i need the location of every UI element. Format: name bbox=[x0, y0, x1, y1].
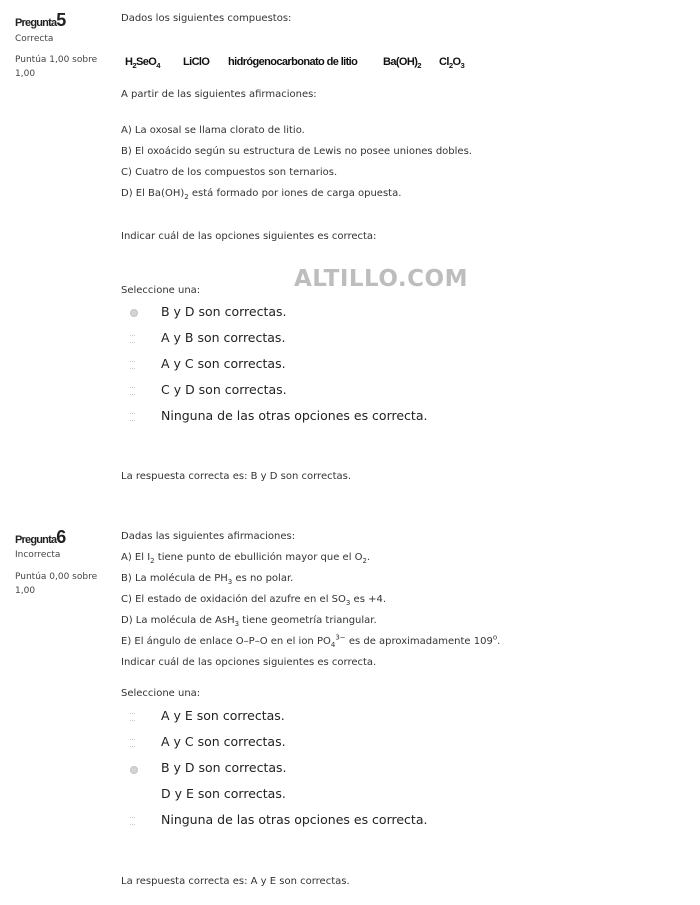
option-label: A y E son correctas. bbox=[161, 708, 285, 723]
statement-e: E) El ángulo de enlace O–P–O en el ion $PO_4^{3-}$ es de aproximadamente 109$^o$. bbox=[121, 633, 501, 649]
select-label: Seleccione una: bbox=[121, 285, 201, 296]
correct-answer-feedback: La respuesta correcta es: B y D son correctas. bbox=[121, 471, 352, 482]
select-label: Seleccione una: bbox=[121, 688, 201, 699]
question-number: 6 bbox=[56, 527, 67, 547]
question-status: Correcta bbox=[15, 34, 54, 44]
radio-button[interactable] bbox=[130, 335, 135, 343]
statement-d: D) El $Ba(OH)_2$ está formado por iones de carga opuesta. bbox=[121, 188, 402, 201]
statement-c: C) El estado de oxidación del azufre en el $SO_3$ es +4. bbox=[121, 594, 386, 607]
compound-h2seo4: $H_2SeO_4$ bbox=[125, 56, 160, 71]
radio-button[interactable] bbox=[130, 361, 135, 369]
correct-answer-feedback: La respuesta correcta es: A y E son correctas. bbox=[121, 876, 350, 887]
compound-lithium-bicarbonate: hidrógenocarbonato de litio bbox=[228, 56, 358, 68]
radio-button[interactable] bbox=[130, 713, 135, 721]
statement-d: D) La molécula de AsH$_3$ tiene geometría triangular. bbox=[121, 615, 377, 628]
option-label: A y C son correctas. bbox=[161, 734, 286, 749]
question-status: Incorrecta bbox=[15, 550, 61, 560]
question-header bbox=[15, 10, 66, 31]
question-score bbox=[15, 53, 97, 81]
question-header bbox=[15, 527, 66, 548]
score-total: 1,00 bbox=[15, 586, 36, 596]
statement-a: A) El $I_2$ tiene punto de ebullición mayor que el $O_2$. bbox=[121, 552, 371, 565]
score-line: Puntúa 0,00 sobre bbox=[15, 572, 98, 582]
radio-button[interactable] bbox=[130, 739, 135, 747]
watermark: ALTILLO.COM bbox=[294, 266, 468, 292]
option-label: B y D son correctas. bbox=[161, 304, 287, 319]
from-statements: A partir de las siguientes afirmaciones: bbox=[121, 89, 317, 100]
question-intro: Dados los siguientes compuestos: bbox=[121, 13, 292, 24]
option-label: C y D son correctas. bbox=[161, 382, 287, 397]
question-intro: Dadas las siguientes afirmaciones: bbox=[121, 531, 296, 542]
compound-cl2o3: $Cl_2O_3$ bbox=[439, 56, 465, 71]
option-label: A y B son correctas. bbox=[161, 330, 286, 345]
compound-liclo: LiClO bbox=[183, 56, 210, 68]
statement-b: B) El oxoácido según su estructura de Lewis no posee uniones dobles. bbox=[121, 146, 472, 157]
radio-button[interactable] bbox=[130, 817, 135, 825]
radio-button[interactable] bbox=[130, 387, 135, 395]
question-label: Pregunta bbox=[15, 534, 57, 546]
option-label: Ninguna de las otras opciones es correcta. bbox=[161, 408, 428, 423]
radio-button[interactable] bbox=[130, 766, 138, 774]
statement-a: A) La oxosal se llama clorato de litio. bbox=[121, 125, 305, 136]
question-instruction: Indicar cuál de las opciones siguientes es correcta: bbox=[121, 231, 377, 242]
option-label: B y D son correctas. bbox=[161, 760, 287, 775]
option-label: D y E son correctas. bbox=[161, 786, 286, 801]
compound-baoh2: $Ba(OH)_2$ bbox=[383, 56, 421, 71]
score-line: Puntúa 1,00 sobre bbox=[15, 55, 98, 65]
question-label: Pregunta bbox=[15, 17, 57, 29]
radio-button[interactable] bbox=[130, 413, 135, 421]
option-label: A y C son correctas. bbox=[161, 356, 286, 371]
question-number: 5 bbox=[56, 10, 67, 30]
radio-button[interactable] bbox=[130, 309, 138, 317]
question-score bbox=[15, 570, 97, 598]
option-label: Ninguna de las otras opciones es correcta. bbox=[161, 812, 428, 827]
question-instruction: Indicar cuál de las opciones siguientes es correcta. bbox=[121, 657, 377, 668]
score-total: 1,00 bbox=[15, 69, 36, 79]
statement-c: C) Cuatro de los compuestos son ternarios. bbox=[121, 167, 338, 178]
statement-b: B) La molécula de $PH_3$ es no polar. bbox=[121, 573, 294, 586]
